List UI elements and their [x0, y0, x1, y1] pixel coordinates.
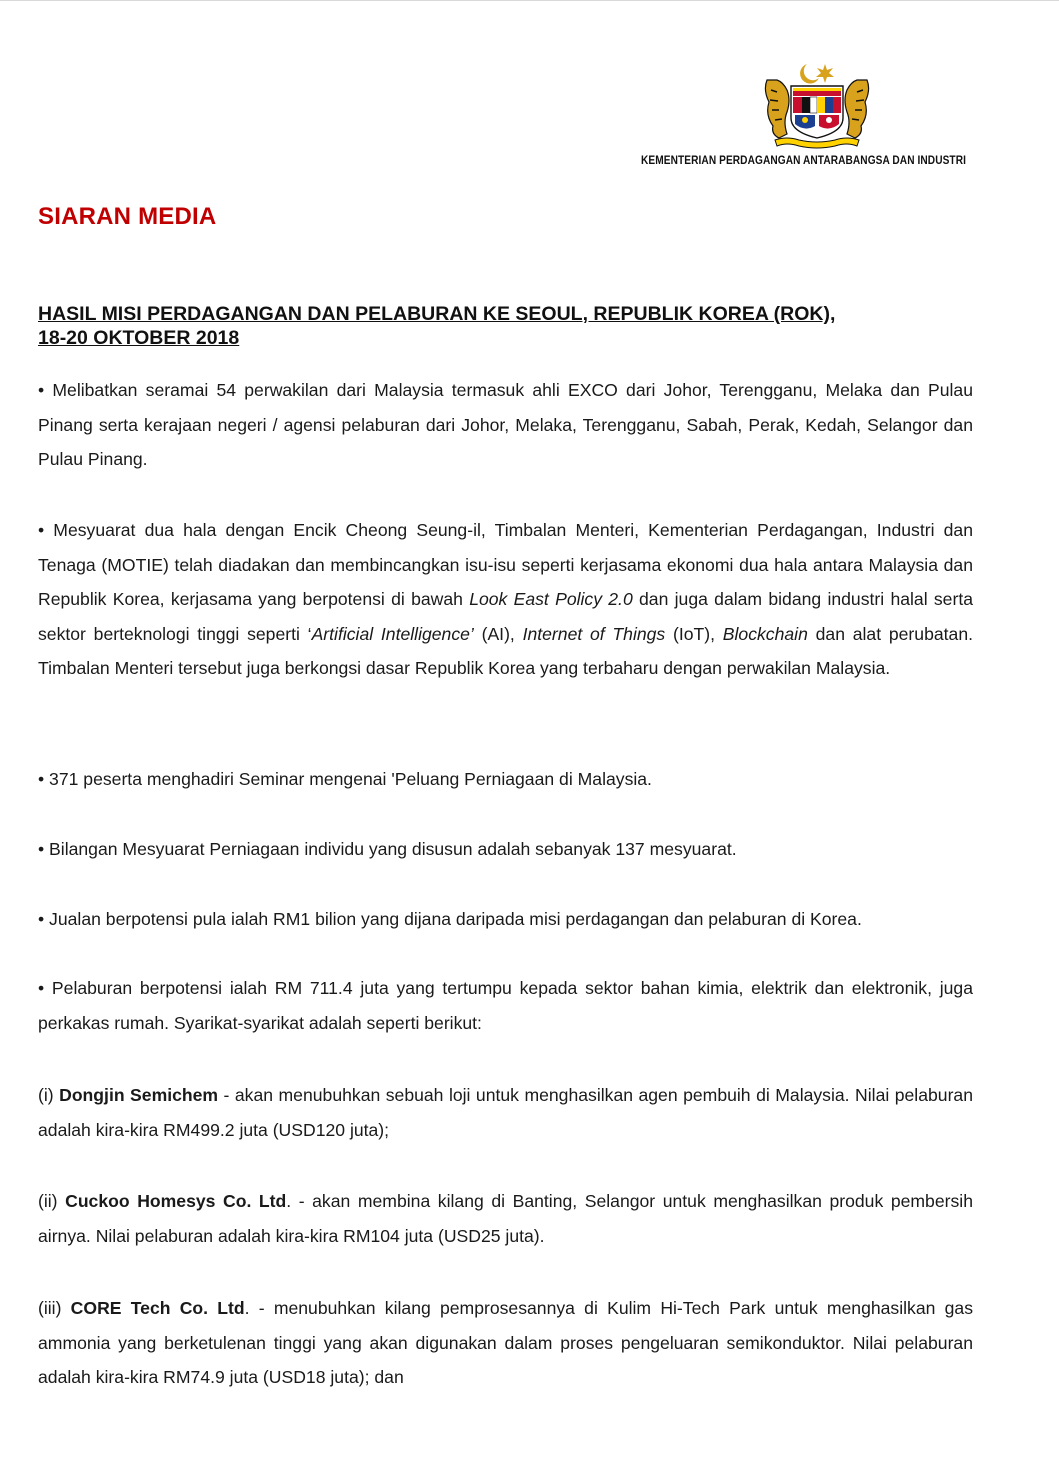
meeting-text-4: (IoT),: [665, 623, 723, 644]
company-description: - akan menubuhkan sebuah loji untuk menghasilkan agen pembuih di Malaysia. Nilai pelaburan adalah kira-kira RM499.2 juta (USD120 juta);: [38, 1085, 973, 1140]
malaysia-coat-of-arms-icon: [757, 60, 877, 150]
company-item: [38, 1078, 973, 1147]
company-number: (iii): [38, 1298, 71, 1318]
company-number: (ii): [38, 1191, 66, 1211]
title-line-1: HASIL MISI PERDAGANGAN DAN PELABURAN KE SEOUL, REPUBLIK KOREA (ROK),: [38, 303, 836, 325]
meeting-italic-blockchain: Blockchain: [722, 623, 808, 644]
meeting-text-1: • Mesyuarat dua hala dengan Encik Cheong Seung-il, Timbalan Menteri, Kementerian Perdagangan, Industri dan Tenaga (MOTIE) telah diadakan dan membincangkan isu-isu seperti kerjasama ekonomi dua hala antara Malaysia dan Republik Korea, kerjasama yang berpotensi di bawah: [38, 520, 973, 609]
meeting-text-3: (AI),: [473, 623, 523, 644]
ministry-name: KEMENTERIAN PERDAGANGAN ANTARABANGSA DAN INDUSTRI: [641, 155, 966, 167]
meeting-text-2: dan juga dalam bidang industri halal serta sektor berteknologi tinggi seperti ‘: [38, 589, 973, 644]
meeting-italic-iot: Internet of Things: [522, 623, 666, 644]
company-item: [38, 1291, 973, 1395]
company-description: . - menubuhkan kilang pemprosesannya di Kulim Hi-Tech Park untuk menghasilkan gas ammonia yang berketulenan tinggi yang akan digunakan dalam proses pengeluaran semikonduktor. Nilai pelaburan adalah kira-kira RM74.9 juta (USD18 juta); dan: [38, 1298, 973, 1387]
bullet-investment: • Pelaburan berpotensi ialah RM 711.4 juta yang tertumpu kepada sektor bahan kimia, elektrik dan elektronik, juga perkakas rumah. Syarikat-syarikat adalah seperti berikut:: [38, 978, 973, 1033]
company-number: (i): [38, 1085, 60, 1105]
meeting-text-5: dan alat perubatan. Timbalan Menteri tersebut juga berkongsi dasar Republik Korea yang terbaharu dengan perwakilan Malaysia.: [38, 623, 973, 678]
company-name: CORE Tech Co. Ltd: [70, 1298, 245, 1318]
company-name: Dongjin Semichem: [59, 1085, 219, 1105]
media-release-label: SIARAN MEDIA: [38, 203, 217, 230]
bullet-delegation: • Melibatkan seramai 54 perwakilan dari Malaysia termasuk ahli EXCO dari Johor, Terengganu, Melaka dan Pulau Pinang serta kerajaan negeri / agensi pelaburan dari Johor, Melaka, Terengganu, Sabah, Perak, Kedah, Selangor dan Pulau Pinang.: [38, 380, 973, 469]
bullet-bilateral-meeting: [38, 513, 973, 686]
company-item: [38, 1184, 973, 1253]
company-name: Cuckoo Homesys Co. Ltd: [65, 1191, 287, 1211]
meeting-italic-ai: Artificial Intelligence’: [311, 623, 474, 644]
page-title: [38, 302, 973, 350]
bullet-sales: • Jualan berpotensi pula ialah RM1 bilion yang dijana daripada misi perdagangan dan pelaburan di Korea.: [38, 909, 862, 929]
bullet-seminar: • 371 peserta menghadiri Seminar mengenai 'Peluang Perniagaan di Malaysia.: [38, 769, 652, 789]
company-description: . - akan membina kilang di Banting, Selangor untuk menghasilkan produk pembersih airnya. Nilai pelaburan adalah kira-kira RM104 juta (USD25 juta).: [38, 1191, 973, 1246]
meeting-italic-lep: Look East Policy 2.0: [469, 589, 633, 609]
bullet-business-meetings: • Bilangan Mesyuarat Perniagaan individu yang disusun adalah sebanyak 137 mesyuarat.: [38, 839, 737, 859]
title-line-2: 18-20 OKTOBER 2018: [38, 327, 240, 349]
